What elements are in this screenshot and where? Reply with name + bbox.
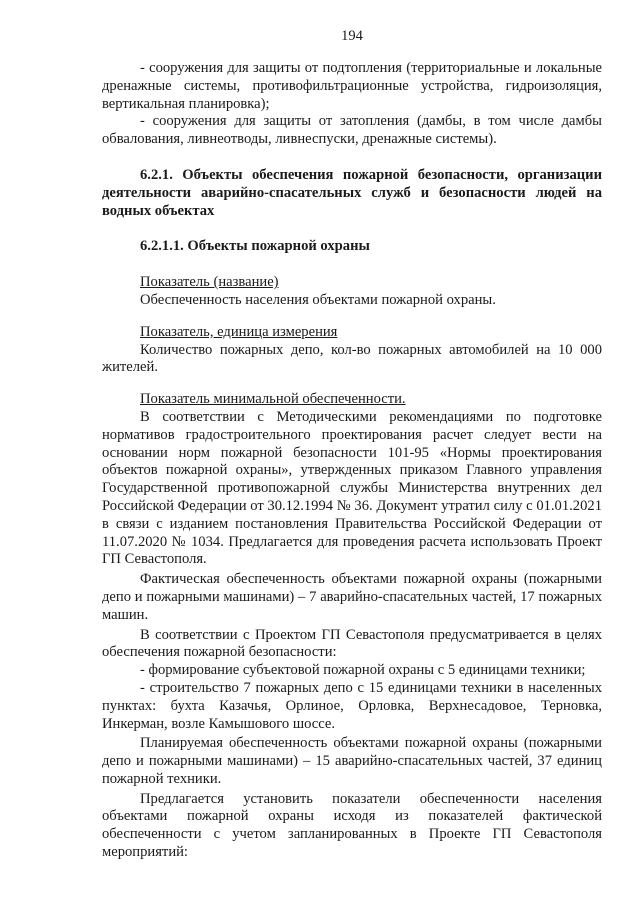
indicator-name-value: Обеспеченность населения объектами пожарной охраны. bbox=[140, 291, 496, 308]
paragraph-proposal: Предлагается установить показатели обеспеченности населения объектами пожарной охраны исходя из показателей фактической обеспеченности с учетом запланированных в Проекте ГП Севастополя мероприятий: bbox=[102, 790, 602, 861]
subsection-heading: 6.2.1.1. Объекты пожарной охраны bbox=[140, 238, 370, 255]
document-body bbox=[102, 60, 602, 862]
indicator-name-label: Показатель (название) bbox=[140, 274, 279, 291]
document-page bbox=[102, 0, 602, 905]
list-item-fire-service: - формирование субъектовой пожарной охраны с 5 единицами техники; bbox=[140, 662, 586, 679]
bullet-flood-protection: - сооружения для защиты от подтопления (территориальные и локальные дренажные системы, противофильтрационные устройства, гидроизоляция, вертикальная планировка); bbox=[102, 60, 602, 112]
paragraph-planned-provision: Планируемая обеспеченность объектами пожарной охраны (пожарными депо и пожарными машинами) – 15 аварийно-спасательных частей, 37 единиц пожарной техники. bbox=[102, 735, 602, 787]
bullet-inundation-protection: - сооружения для защиты от затопления (дамбы, в том числе дамбы обвалования, ливнеотводы, ливнеспуски, дренажные системы). bbox=[102, 113, 602, 148]
list-item-fire-depots: - строительство 7 пожарных депо с 15 единицами техники в населенных пунктах: бухта Казачья, Орлиное, Орловка, Верхнесадовое, Терновка, Инкерман, возле Камышового шоссе. bbox=[102, 679, 602, 732]
section-heading: 6.2.1. Объекты обеспечения пожарной безопасности, организации деятельности аварийно-спасательных служб и безопасности людей на водных объектах bbox=[102, 166, 602, 219]
paragraph-gp-plan: В соответствии с Проектом ГП Севастополя предусматривается в целях обеспечения пожарной безопасности: bbox=[102, 626, 602, 661]
paragraph-actual-provision: Фактическая обеспеченность объектами пожарной охраны (пожарными депо и пожарными машинами) – 7 аварийно-спасательных частей, 17 пожарных машин. bbox=[102, 571, 602, 623]
indicator-min-label: Показатель минимальной обеспеченности. bbox=[140, 391, 406, 408]
page-number: 194 bbox=[341, 28, 363, 44]
indicator-unit-label: Показатель, единица измерения bbox=[140, 323, 338, 340]
paragraph-methodology: В соответствии с Методическими рекомендациями по подготовке нормативов градостроительного проектирования расчет следует вести на основании норм пожарной безопасности 101-95 «Нормы проектирования объектов пожарной охраны», утвержденных приказом Главного управления Государственной противопожарной службы Министерства внутренних дел Российской Федерации от 30.12.1994 № 36. Документ утратил силу с 01.01.2021 в связи с изданием постановления Правительства Российской Федерации от 11.07.2020 № 1034. Предлагается для проведения расчета использовать Проект ГП Севастополя. bbox=[102, 408, 602, 568]
indicator-unit-value: Количество пожарных депо, кол-во пожарных автомобилей на 10 000 жителей. bbox=[102, 341, 602, 376]
